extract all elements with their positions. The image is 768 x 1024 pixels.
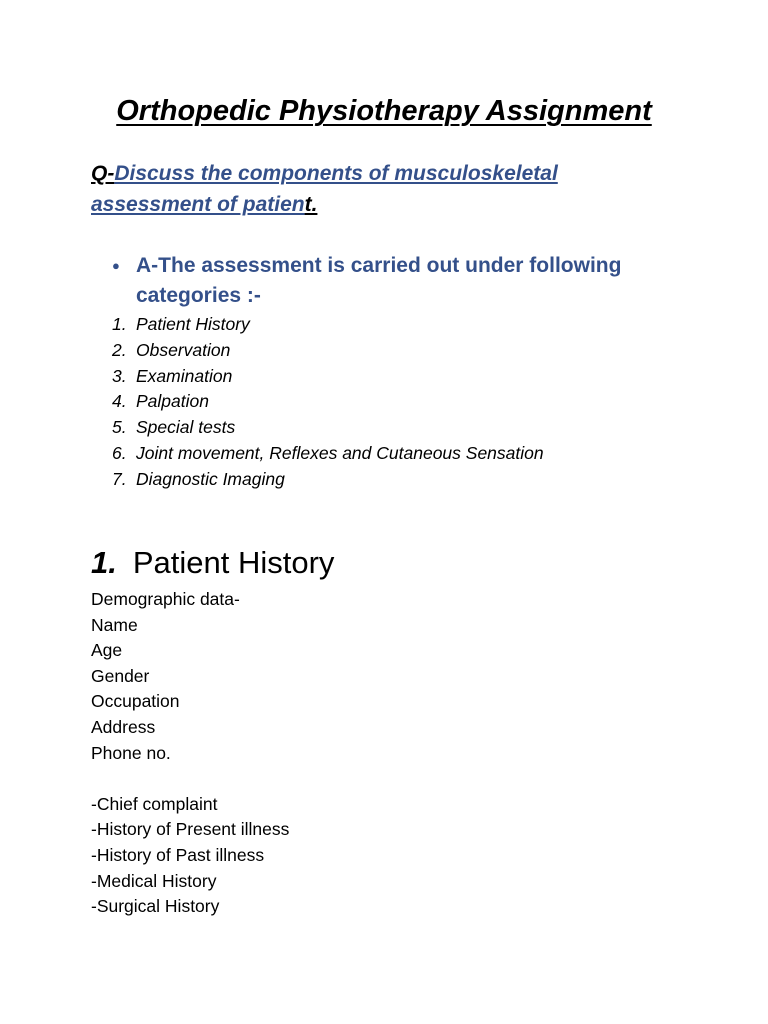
section-heading-patient-history (91, 543, 334, 583)
list-item (112, 338, 712, 364)
list-item-label: Special tests (136, 417, 236, 438)
demographic-item: Name (91, 614, 138, 635)
list-item-number: 6. (112, 442, 127, 463)
question-prefix: Q- (91, 162, 115, 185)
list-item (112, 441, 712, 467)
list-item (112, 389, 712, 415)
history-item: -History of Present illness (91, 819, 290, 840)
section-number: 1. (91, 545, 117, 580)
document-title: Orthopedic Physiotherapy Assignment (116, 95, 652, 127)
bullet-icon: ● (112, 258, 120, 273)
list-item-label: Palpation (136, 391, 209, 412)
list-item-number: 4. (112, 391, 127, 412)
answer-bullet (112, 251, 692, 311)
list-item-number: 2. (112, 339, 127, 360)
patient-history-content (91, 587, 691, 920)
demographic-item: Age (91, 640, 123, 661)
demographic-item: Address (91, 716, 156, 737)
list-item-number: 3. (112, 365, 127, 386)
question-text: Discuss the components of musculoskeletal assessment of patien (91, 162, 558, 216)
list-item (112, 415, 712, 441)
demographic-label: Demographic data- (91, 589, 240, 609)
question-heading (91, 158, 651, 220)
list-item (112, 364, 712, 390)
history-item: -History of Past illness (91, 844, 265, 865)
list-item-label: Observation (136, 339, 231, 360)
section-title: Patient History (132, 545, 335, 580)
list-item-number: 7. (112, 468, 127, 489)
list-item-label: Examination (136, 365, 233, 386)
list-item-label: Diagnostic Imaging (136, 468, 285, 489)
category-list (112, 312, 712, 493)
demographic-item: Occupation (91, 691, 180, 712)
history-item: -Medical History (91, 870, 217, 891)
list-item (112, 312, 712, 338)
list-item (112, 467, 712, 493)
question-end: t. (304, 193, 318, 216)
list-item-label: Joint movement, Reflexes and Cutaneous Sensation (136, 442, 544, 463)
demographic-item: Gender (91, 665, 150, 686)
list-item-number: 5. (112, 417, 127, 438)
blank-line (91, 766, 691, 792)
list-item-number: 1. (112, 314, 127, 334)
demographic-item: Phone no. (91, 742, 171, 763)
answer-bullet-text: A-The assessment is carried out under following categories :- (136, 254, 622, 307)
history-item: -Surgical History (91, 896, 220, 917)
history-item: -Chief complaint (91, 793, 218, 814)
list-item-label: Patient History (136, 314, 250, 334)
